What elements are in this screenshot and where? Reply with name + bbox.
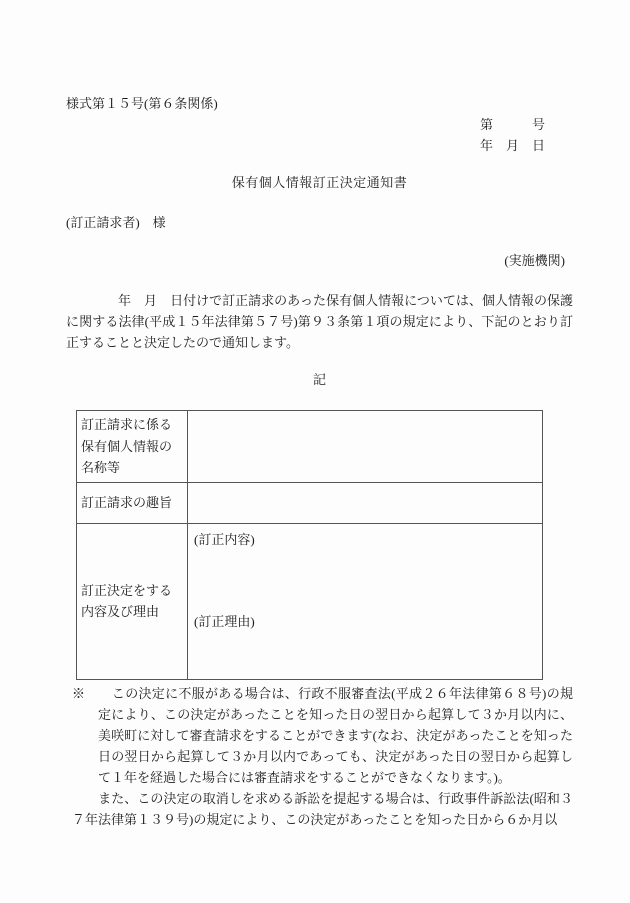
table-row-name-of-information xyxy=(77,411,543,483)
record-marker: 記 xyxy=(312,372,326,387)
row-value-decision-content-and-reason xyxy=(188,523,543,679)
row-label-purport-of-request: 訂正請求の趣旨 xyxy=(77,482,188,523)
body-paragraph: 年 月 日付けで訂正請求のあった保有個人情報については、個人情報の保護に関する法律(平成１５年法律第５７号)第９３条第１項の規定により、下記のとおり訂正することと決定したので通知します。 xyxy=(66,293,573,350)
correction-reason-label: (訂正理由) xyxy=(194,614,255,629)
row-label-decision-content-and-reason: 訂正決定をする内容及び理由 xyxy=(77,523,188,679)
document-title: 保有個人情報訂正決定通知書 xyxy=(231,175,408,190)
form-number-line: 様式第１５号(第６条関係) xyxy=(66,96,218,111)
row-value-purport-of-request xyxy=(188,482,543,523)
correction-content-label: (訂正内容) xyxy=(194,531,255,547)
row-label-name-of-information: 訂正請求に係る保有個人情報の名称等 xyxy=(77,411,188,483)
addressee-line: (訂正請求者) 様 xyxy=(66,215,166,230)
row-value-name-of-information xyxy=(188,411,543,483)
cell-spacer xyxy=(194,550,536,611)
decision-table xyxy=(76,410,543,680)
table-row-decision-content-and-reason xyxy=(77,523,543,679)
issuer-line: (実施機関) xyxy=(504,253,565,268)
note-lawsuit-paragraph: また、この決定の取消しを求める訴訟を提起する場合は、行政事件訴訟法(昭和３７年法律第１３９号)の規定により、この決定があったことを知った日から６か月以 xyxy=(72,790,573,827)
note-appeal-paragraph: ※ この決定に不服がある場合は、行政不服審査法(平成２６年法律第６８号)の規定により、この決定があったことを知った日の翌日から起算して３か月以内に、美咲町に対して審査請求をすることができます(なお、決定があったことを知った日の翌日から起算して３か月以内であっても、決定があった日の翌日から起算して１年を経過した場合には審査請求をすることができなくなります。)。 xyxy=(72,685,573,785)
date-line: 年 月 日 xyxy=(479,138,545,153)
doc-number-line: 第 号 xyxy=(479,117,545,132)
notes-section xyxy=(72,683,573,830)
table-row-purport-of-request xyxy=(77,482,543,523)
